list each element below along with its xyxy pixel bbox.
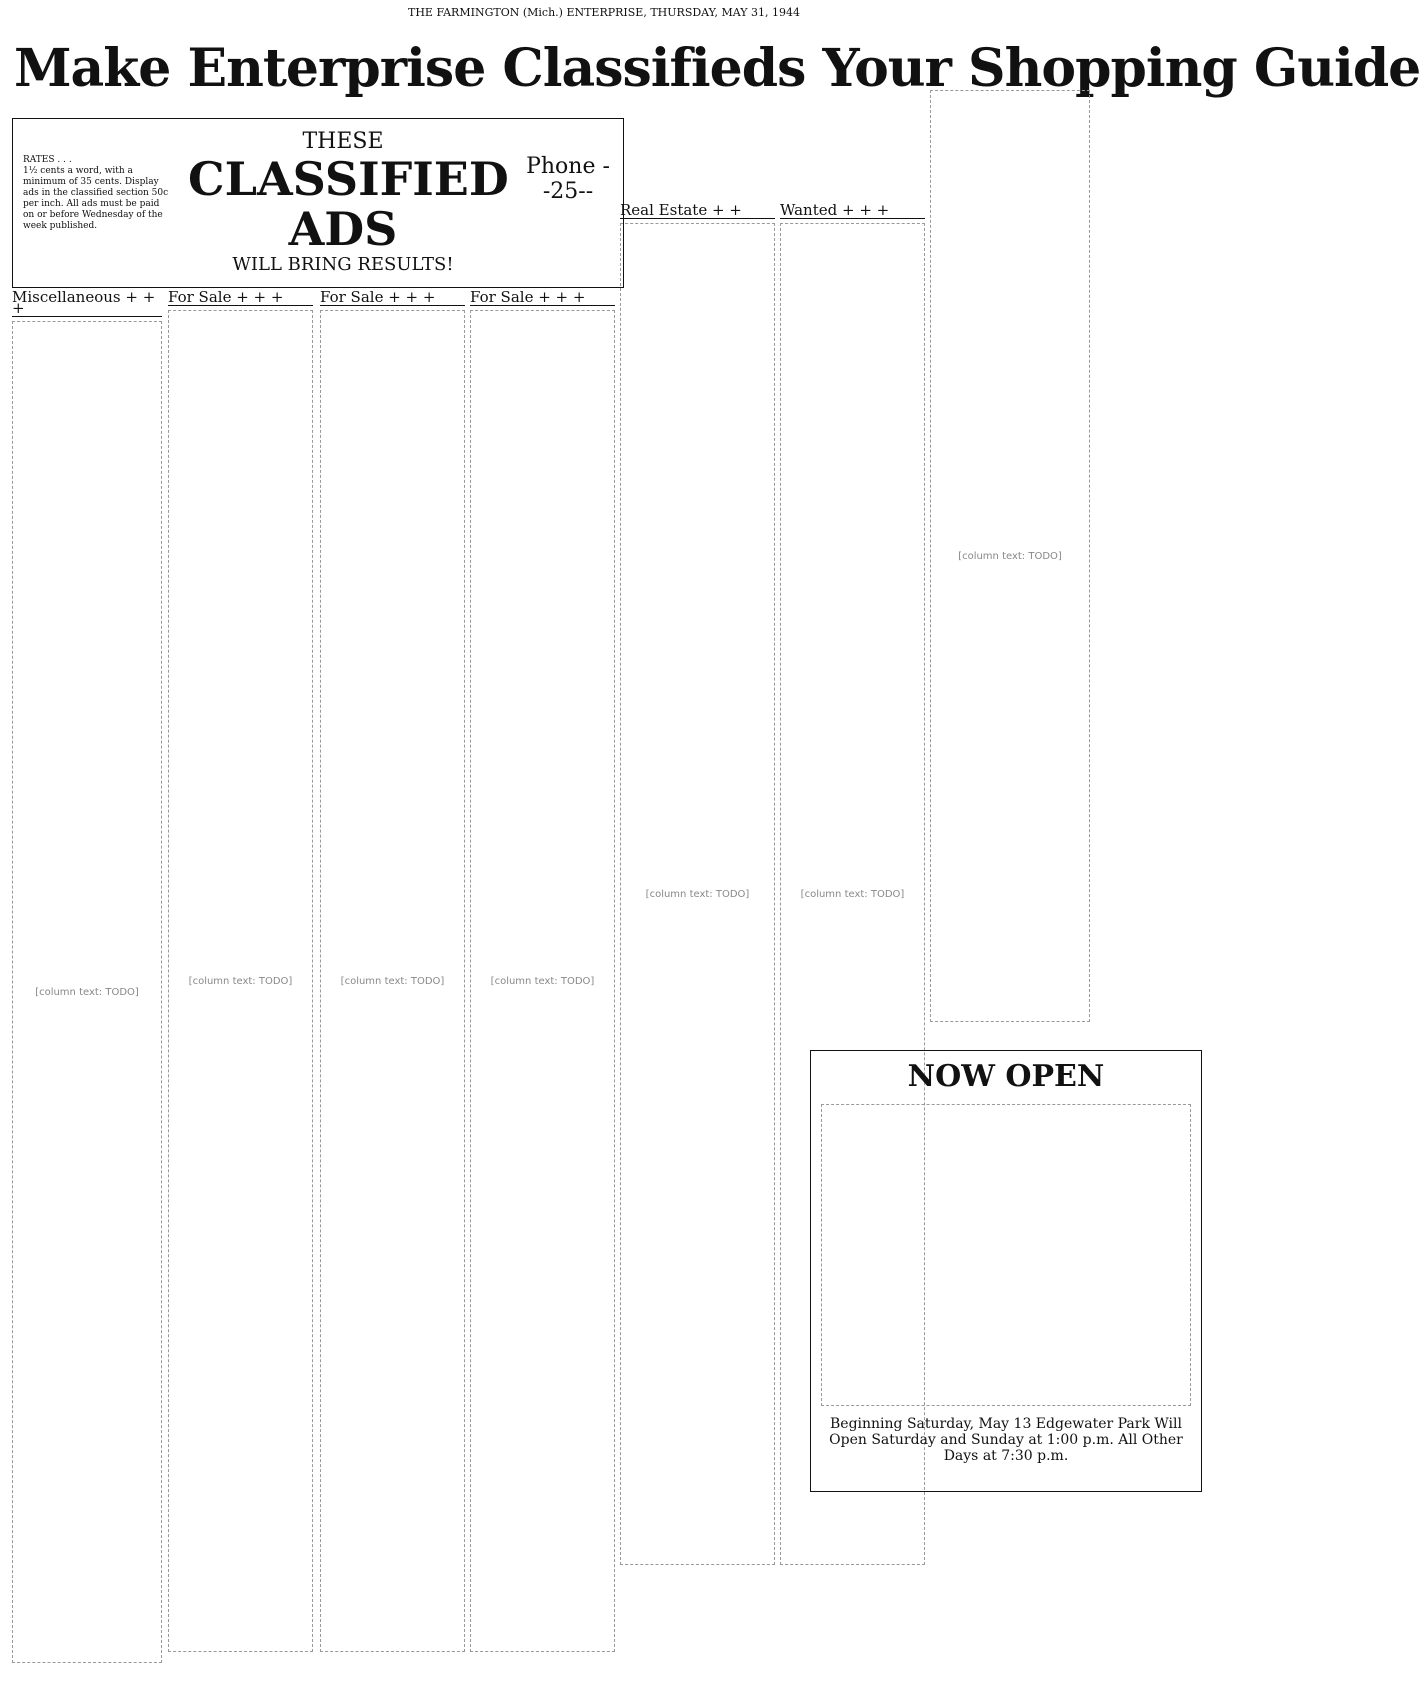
edgewater-park-ad: [810, 1050, 1202, 1492]
column-for-sale-2: [320, 288, 465, 1682]
column-for-sale-1: [168, 288, 313, 1682]
column-placeholder: [column text: TODO]: [470, 310, 615, 1652]
column-miscellaneous: [12, 288, 162, 1682]
column-placeholder: [column text: TODO]: [12, 321, 162, 1663]
now-open-heading: NOW OPEN: [907, 1059, 1105, 1094]
column-notices: [930, 90, 1090, 1040]
banner-classified: CLASSIFIED ADS: [188, 152, 509, 256]
rates-box: [12, 118, 624, 288]
edgewater-hours: Beginning Saturday, May 13 Edgewater Park Will Open Saturday and Sunday at 1:00 p.m. All Other Days at 7:30 p.m.: [829, 1416, 1183, 1464]
banner-these: THESE: [302, 129, 384, 154]
section-heading: Real Estate + +: [620, 205, 775, 219]
column-for-sale-3: [470, 288, 615, 1682]
rates-label: RATES . . .: [23, 155, 72, 165]
dateline: THE FARMINGTON (Mich.) ENTERPRISE, THURSDAY, MAY 31, 1944: [407, 6, 801, 19]
section-heading: Miscellaneous + + +: [12, 292, 162, 317]
page-title: Make Enterprise Classifieds Your Shopping Guide: [14, 38, 1420, 99]
classified-banner: [188, 129, 509, 275]
column-placeholder: [column text: TODO]: [780, 223, 925, 1565]
ad-artwork-placeholder: [821, 1104, 1191, 1406]
section-heading: For Sale + + +: [168, 292, 313, 306]
section-heading: Wanted + + +: [780, 205, 925, 219]
rates-text: [23, 155, 171, 232]
column-placeholder: [column text: TODO]: [620, 223, 775, 1565]
rates-body: 1½ cents a word, with a minimum of 35 cents. Display ads in the classified section 50c per inch. All ads must be paid on or before Wednesday of the week published.: [23, 166, 169, 231]
phone-number: Phone --25--: [526, 154, 610, 204]
banner-results: WILL BRING RESULTS!: [232, 254, 454, 275]
column-placeholder: [column text: TODO]: [320, 310, 465, 1652]
section-heading: For Sale + + +: [470, 292, 615, 306]
column-placeholder: [column text: TODO]: [168, 310, 313, 1652]
column-real-estate: [620, 201, 775, 1595]
section-heading: For Sale + + +: [320, 292, 465, 306]
column-placeholder: [column text: TODO]: [930, 90, 1090, 1022]
